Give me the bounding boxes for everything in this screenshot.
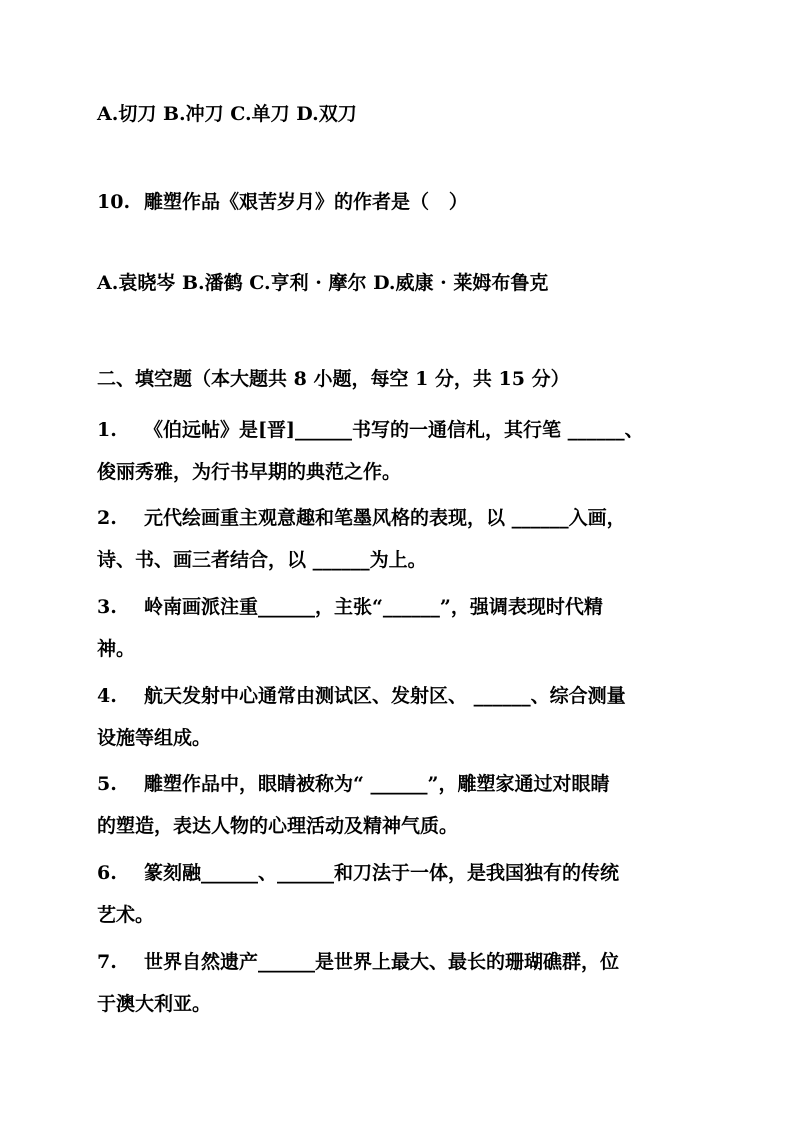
fill-q2-line1 xyxy=(97,509,626,528)
fill-q5-number: 5. xyxy=(97,773,117,795)
fill-q1-line1 xyxy=(97,421,644,440)
fill-q2-line2: 诗、书、画三者结合，以 ______为上。 xyxy=(97,549,427,571)
q10-text: 雕塑作品《艰苦岁月》的作者是（ ） xyxy=(144,191,468,213)
fill-q4-number: 4. xyxy=(97,685,117,707)
fill-q5-line2: 的塑造，表达人物的心理活动及精神气质。 xyxy=(97,815,459,837)
fill-q6-line2: 艺术。 xyxy=(97,904,155,926)
fill-q1-line2: 俊丽秀雅，为行书早期的典范之作。 xyxy=(97,461,402,483)
fill-q6-number: 6. xyxy=(97,862,117,884)
fill-q1-text: 《伯远帖》是[晋]______书写的一通信札，其行笔 ______、 xyxy=(144,419,644,441)
fill-q2-number: 2. xyxy=(97,507,117,529)
fill-q3-line2: 神。 xyxy=(97,638,136,660)
section2-heading: 二、填空题（本大题共 8 小题，每空 1 分，共 15 分） xyxy=(97,368,570,390)
fill-q3-line1 xyxy=(97,598,603,617)
q10-options: A.袁晓岑 B.潘鹤 C.亨利 · 摩尔 D.威康 · 莱姆布鲁克 xyxy=(97,272,549,294)
fill-q2-text: 元代绘画重主观意趣和笔墨风格的表现，以 ______入画， xyxy=(144,507,626,529)
fill-q4-line1 xyxy=(97,687,626,706)
fill-q4-text: 航天发射中心通常由测试区、发射区、 ______、综合测量 xyxy=(144,685,626,707)
q9-options: A.切刀 B.冲刀 C.单刀 D.双刀 xyxy=(97,103,357,125)
q10-question xyxy=(97,193,468,212)
fill-q7-line2: 于澳大利亚。 xyxy=(97,993,212,1015)
fill-q6-text: 篆刻融______、______和刀法于一体，是我国独有的传统 xyxy=(144,862,620,884)
fill-q5-line1 xyxy=(97,775,609,794)
fill-q1-number: 1. xyxy=(97,419,117,441)
fill-q5-text: 雕塑作品中，眼睛被称为“ ______”，雕塑家通过对眼睛 xyxy=(144,773,610,795)
q10-number: 10. xyxy=(97,191,131,213)
fill-q3-text: 岭南画派注重______，主张“______”，强调表现时代精 xyxy=(144,596,603,618)
fill-q7-line1 xyxy=(97,953,619,972)
fill-q4-line2: 设施等组成。 xyxy=(97,727,212,749)
fill-q7-number: 7. xyxy=(97,951,117,973)
fill-q3-number: 3. xyxy=(97,596,117,618)
fill-q6-line1 xyxy=(97,864,619,883)
fill-q7-text: 世界自然遗产______是世界上最大、最长的珊瑚礁群，位 xyxy=(144,951,620,973)
